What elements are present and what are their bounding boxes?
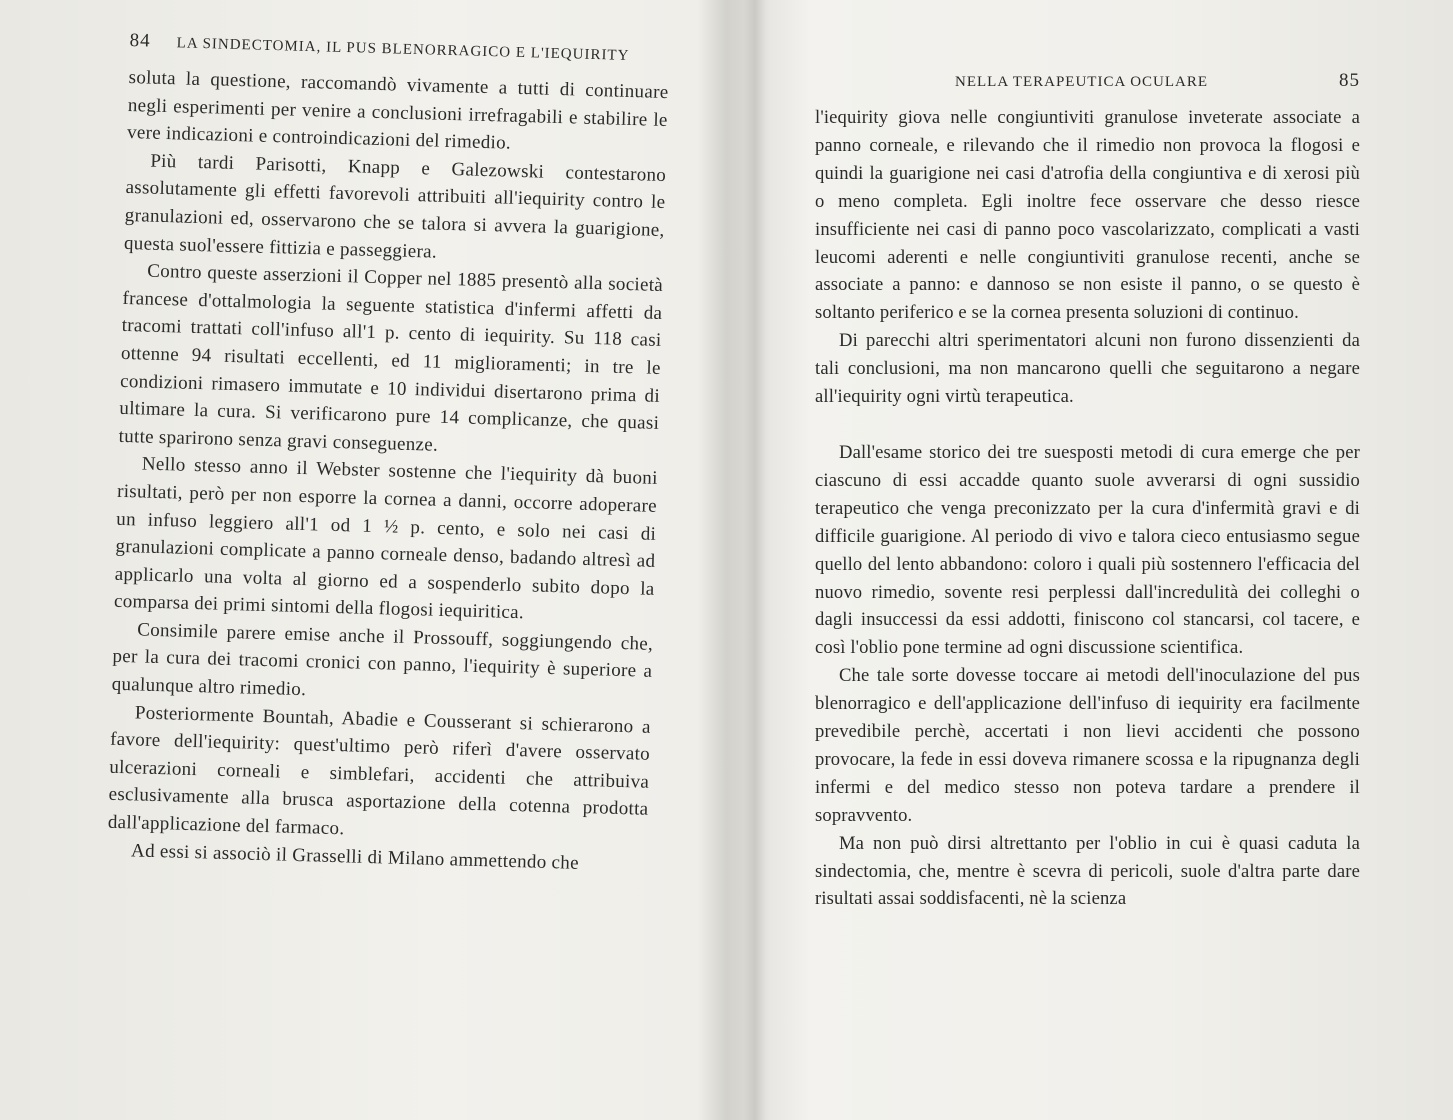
left-paragraph-5: Consimile parere emise anche il Prossouff, soggiungendo che, per la cura dei tracomi cronici con panno, l'iequirity è superiore a qualunque altro rimedio. [111, 619, 654, 701]
left-paragraph-2: Più tardi Parisotti, Knapp e Galezowski contestarono assolutamente gli effetti favorevoli attribuiti all'iequirity contro le granulazioni ed, osservarono che se talora si avvera la guarigione, questa suol'essere fittizia e passeggiera. [123, 150, 667, 263]
book-gutter [700, 0, 810, 1120]
left-running-title: LA SINDECTOMIA, IL PUS BLENORRAGICO E L'IEQUIRITY [176, 35, 630, 64]
right-paragraph-2: Di parecchi altri sperimentatori alcuni non furono dissenzienti da tali conclusioni, ma non mancarono quelli che seguitarono a negare all'iequirity ogni virtù terapeutica. [815, 330, 1360, 408]
left-paragraph-4: Nello stesso anno il Webster sostenne che l'iequirity dà buoni risultati, però per non esporre la cornea a danni, occorre adoperare un infuso leggiero all'1 od 1 ½ p. cento, e solo nei casi di granulazioni complicate a panno corneale denso, badando altresì ad applicarlo una volta al giorno ed a sospenderlo subito dopo la comparsa dei primi sintomi della flogosi iequiritica. [113, 453, 658, 624]
right-paragraph-3: Dall'esame storico dei tre suesposti metodi di cura emerge che per ciascuno di essi accadde quanto suole avverarsi di ogni sussidio terapeutico che venga preconizzato per la cura d'infermità gravi e di difficile guarigione. Al periodo di vivo e talora cieco entusiasmo segue quello del lento abbandono: coloro i quali più sostennero l'efficacia del nuovo rimedio, sovente resi perplessi dall'incredulità dei colleghi o dagli insuccessi da essi addotti, finiscono col stancarsi, col tacere, e così l'oblio pone termine ad ogni discussione scientifica. [815, 441, 1360, 659]
right-page-number: 85 [1339, 70, 1360, 91]
left-paragraph-3: Contro queste asserzioni il Copper nel 1885 presentò alla società francese d'ottalmologia la seguente statistica d'infermi affetti da tracomi trattati coll'infuso all'1 p. cento di iequirity. Su 118 casi ottenne 94 risultati eccellenti, ed 11 miglioramenti; in tre le condizioni rimasero immutate e 10 individui disertarono prima di ultimare la cura. Si verificarono pure 14 complicanze, che quasi tutte sparirono senza gravi conseguenze. [118, 260, 664, 456]
right-paragraph-1: l'iequirity giova nelle congiuntiviti granulose inveterate associate a panno corneale, e rilevando che il rimedio non provoca la flogosi e quindi la guarigione nei casi d'atrofia della congiuntiva e di xerosi più o meno completa. Egli inoltre fece osservare che desso riesce insufficiente nei casi di panno poco vascolarizzato, complicati a vasti leucomi aderenti e nelle congiuntiviti granulose recenti, anche se associate a panno: e dannoso se non esiste il panno, o se questo è soltanto periferico e se la cornea presenta soluzioni di continuo. [815, 107, 1360, 324]
left-paragraph-6: Posteriormente Bountah, Abadie e Cousserant si schierarono a favore dell'iequirity: quest'ultimo però riferì d'avere osservato ulcerazioni corneali e simblefari, accidenti che attribuiva esclusivamente alla brusca asportazione della cotenna prodotta dall'applicazione del farmaco. [107, 702, 652, 840]
right-page [815, 70, 1360, 913]
left-page-number: 84 [129, 30, 151, 52]
left-page [107, 30, 670, 879]
right-paragraph-5: Ma non può dirsi altrettanto per l'oblio in cui è quasi caduta la sindectomia, che, mentre è scevra di pericoli, suole d'altra parte dare risultati assai soddisfacenti, nè la scienza [815, 832, 1360, 910]
left-paragraph-1: soluta la questione, raccomandò vivamente a tutti di continuare negli esperimenti per venire a conclusioni irrefragabili e stabilire le vere indicazioni e controindicazioni del rimedio. [126, 66, 669, 154]
right-paragraph-4: Che tale sorte dovesse toccare ai metodi dell'inoculazione del pus blenorragico e dell'applicazione dell'infuso di iequirity era facilmente prevedibile perchè, accertati i non lievi accidenti che possono provocare, la fede in essi doveva rimanere scossa e la ripugnanza degli infermi e del medico stesso non poteva tardare a prendere il sopravvento. [815, 665, 1360, 826]
left-running-head [129, 30, 669, 67]
right-running-title: NELLA TERAPEUTICA OCULARE [955, 74, 1209, 90]
left-paragraph-7: Ad essi si associò il Grasselli di Milano ammettendo che [130, 839, 580, 874]
right-running-head [815, 70, 1360, 92]
